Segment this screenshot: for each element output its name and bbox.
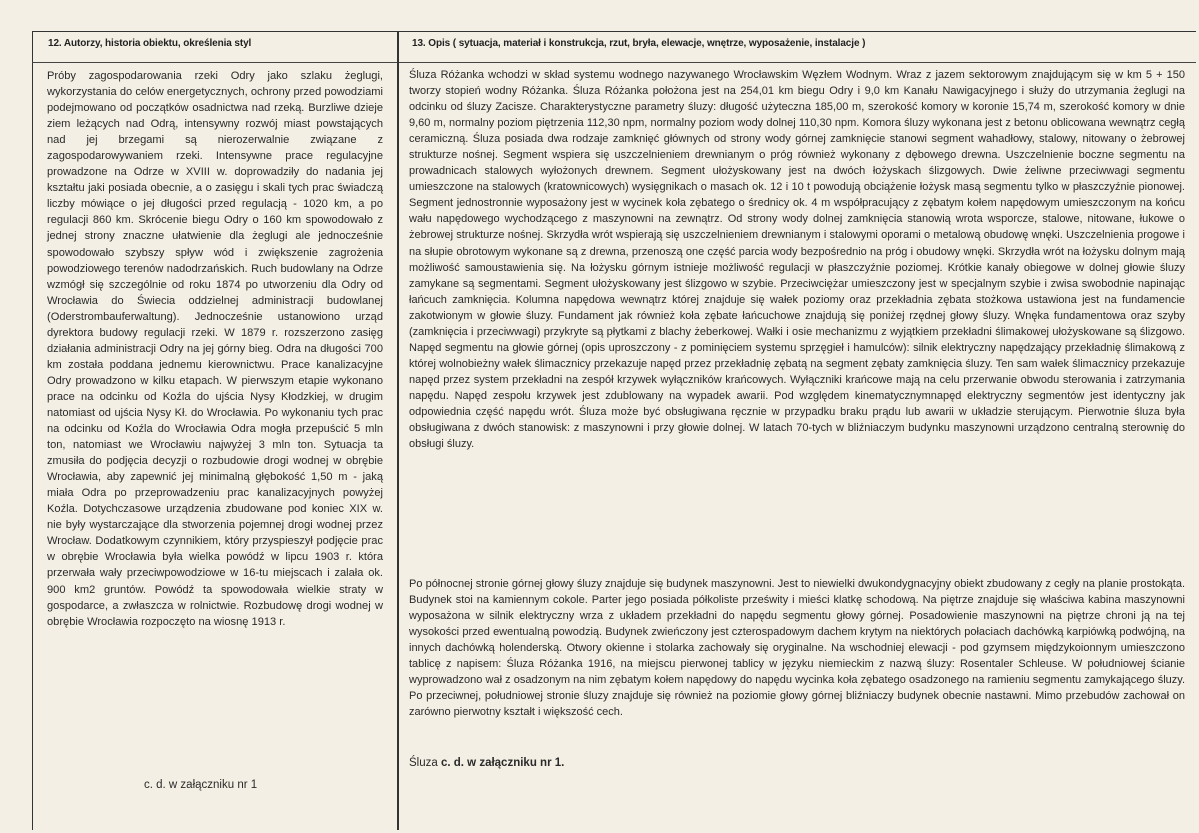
left-column-title: 12. Autorzy, historia obiektu, określenia styl	[48, 38, 252, 49]
description-paragraph-1: Śluza Różanka wchodzi w skład systemu wodnego nazywanego Wrocławskim Węzłem Wodnym. Wraz z jazem sektorowym znajdującym się w km 5 + 150 tworzy stopień wodny Różanka. Śluza Różanka położona jest na 254,01 km biegu Odry i 9,0 km Kanału Nawigacyjnego i służy do utrzymania żeglugi na odcinku od śluzy Zacisze. Charakterystyczne parametry śluzy: długość użyteczna 185,00 m, szerokość komory w koronie 15,74 m, szerokość komory w dnie 9,60 m, normalny poziom piętrzenia 112,30 npm, normalny poziom wody dolnej 110,30 npm. Komora śluzy wykonana jest z betonu oblicowana wewnątrz cegłą ceramiczną. Śluza posiada dwa rodzaje zamknięć głównych od strony wody górnej zamknięcie stanowi segment wahadłowy, stalowy, nitowany o żebrowej strukturze nośnej. Segment wspiera się uszczelnieniem drewnianym o próg również wykonany z dębowego drewna. Uszczelnienie boczne segmentu na prowadnicach stalowych wyłożonych drewnem. Segment ułożyskowany jest na dwóch łożyskach ślizgowych. Dwie żeliwne przeciwwagi segmentu umieszczone na stalowych (kratownicowych) wysięgnikach o masach ok. 12 i 10 t powodują obciążenie łożysk masą segmentu tylko w płaszczyźnie pionowej. Segment jednostronnie wyposażony jest w wycinek koła zębatego o średnicy ok. 4 m współpracujący z zębatym kołem napędowym umieszczonym na końcu wału napędowego wychodzącego z maszynowni na zewnątrz. Od strony wody dolnej zamknięcia stanowią wrota wsporcze, stalowe, nitowane, łukowe o żebrowej strukturze nośnej. Skrzydła wrót wspierają się uszczelnieniem drewnianym i stalowymi oporami o metalową obudowę wnęki. Uszczelnienia progowe i na słupie obrotowym wykonane są z drewna, przenoszą one część parcia wody bezpośrednio na próg i obudowy wnęki. Skrzydła wrót na łożysku dolnym mają możliwość samoustawienia się. Na łożysku górnym istnieje możliwość regulacji w płaszczyźnie poziomej. Krótkie kanały obiegowe w dolnej głowie śluzy zamykane są segmentami. Segment ułożyskowany jest ślizgowo w szybie. Przeciwciężar umieszczony jest w specjalnym szybie i zwisa swobodnie napinając łańcuch zamknięcia. Kolumna napędowa wewnątrz której znajduje się wałek poziomy oraz przekładnia zębata stożkowa ustawiona jest na fundamencie zakotwionym w głowie śluzy. Fundament jak również koła zębate łańcuchowe znajdują się poniżej rzędnej głowy śluzy. Wnęka fundamentowa oraz szyby (zamknięcia i przeciwwagi) przykryte są płytkami z blachy żeberkowej. Wałki i osie mechanizmu z wyjątkiem przekładni ślimakowej ułożyskowane są ślizgowo. Napęd segmentu na głowie górnej (opis uproszczony - z pominięciem systemu sprzęgieł i hamulców): silnik elektryczny napędzający przekładnię ślimakową z której wolnobieżny wałek ślimacznicy przekazuje napęd przez przekładnię zębatą na segment zębaty zamknięcia śluzy. Ten sam wałek ślimacznicy przekazuje napęd przez system przekładni na zespół krzywek wyłączników krańcowych. Wyłączniki krańcowe mają na celu przerwanie obwodu sterowania i zatrzymania napędu. Napęd zespołu krzywek jest zdublowany na wypadek awarii. Pod względem kinematycznymnapęd elektryczny segmentów jest identyczny jak odpowiednia część napędu wrót. Śluza może być obsługiwana ręcznie w przypadku braku prądu lub awarii w układzie sterującym. Pierwotnie śluza była obsługiwana z dwóch stanowisk: z maszynowni i przy głowie dolnej. W latach 70-tych w bliźniaczym budynku maszynowni urządzono centralną sterownię do obsługi śluzy.	[409, 69, 1185, 451]
right-reference-prefix: Śluza	[409, 757, 438, 769]
right-header-rule	[399, 62, 1196, 63]
description-paragraph-2: Po północnej stronie górnej głowy śluzy znajduje się budynek maszynowni. Jest to niewielki dwukondygnacyjny obiekt zbudowany z cegły na planie prostokąta. Budynek stoi na kamiennym cokole. Parter jego posiada półkoliste prześwity i mieści klatkę schodową. Na piętrze znajduje się właściwa kabina maszynowni wyposażona w silnik elektryczny wrza z układem przekładni do napędu segmentu głowy górnej. Posadowienie maszynowni na piętrze chroni ją na tej wysokości przed ewentualną powodzią. Budynek zwieńczony jest czterospadowym dachem krytym na niektórych połaciach dachówką karpiówką podwójną, na innych dachówką holenderską. Otwory okienne i stolarka zachowały się oryginalne. Na wschodniej elewacji - pod gzymsem międzykoionnym umieszczono tablicę z napisem: Śluza Różanka 1916, na miejscu pierwonej tablicy w języku niemieckim z nazwą śluzy: Rosentaler Schleuse. W południowej ścianie wyprowadzono wał z osadzonym na nim zębatym kołem napędowy do napędu wycinka koła zębatego osadzonego na ramieniu segmentu zamykającego śluzy. Po przeciwnej, południowej stronie śluzy znajduje się również na poziomie głowy górnej bliźniaczy budynek obecnie nastawni. Mimo przebudów zachował on zarówno pierwotny kształt i większość cech.	[409, 578, 1185, 719]
column-divider	[397, 31, 399, 830]
left-header-rule	[32, 62, 397, 63]
history-text: Próby zagospodarowania rzeki Odry jako szlaku żeglugi, wykorzystania do celów energetycznych, ochrony przed powodziami podejmowano od początków osadnictwa nad rzeką. Burzliwe dzieje ziem leżących nad Odrą, intensywny rozwój miast powstających nad jej brzegami są nierozerwalnie związane z zagospodarowywaniem rzeki. Intensywne prace regulacyjne prowadzone na Odrze w XVIII w. doprowadziły do nadania jej kształtu jaki posiada obecnie, a o zasięgu i skali tych prac świadczą liczby mówiące o jej długości przed regulacją - 1020 km, a po regulacji 860 km. Skrócenie biegu Odry o 160 km spowodowało z jednej strony znaczne ułatwienie dla żeglugi ale jednocześnie spowodowało szybszy spływ wód i zwiększenie zagrożenia powodziowego terenów nadodrzańskich. Ruch budowlany na Odrze wzmógł się szczególnie od roku 1874 po utworzeniu dla Odry od Wrocławia do Świecia oddzielnej administracji budowlanej (Oderstrombauferwaltung). Jednocześnie ustanowiono urząd dyrektora budowy regulacji rzeki. W 1879 r. rozszerzono zasięg działania administracji Odry na jej górny bieg. Odra na długości 700 km została poddana jednemu kierownictwu. Prace kanalizacyjne Odry prowadzono w kilku etapach. W pierwszym etapie wykonano prace na odcinku od Koźla do ujścia Nysy Kłodzkiej, w drugim natomiast od ujścia Nysy Kł. do Wrocławia. Po wykonaniu tych prac na odcinku od Koźla do Wrocławia Odra mogła przepuścić 5 mln ton, natomiast we Wrocławiu najwyżej 3 mln ton. Sytuacja ta zmusiła do podjęcia decyzji o rozbudowie drogi wodnej w obrębie Wrocławia, aby zapewnić jej minimalną głębokość 1,50 m - jaką miała Odra po przeprowadzeniu prac kanalizacyjnych powyżej Koźla. Dotychczasowe urządzenia zbudowane pod koniec XIX w. nie były wystarczające dla stworzenia pojemnej drogi wodnej przez Wrocław. Dodatkowym czynnikiem, który przyspieszył podjęcie prac w obrębie Wrocławia była wielka powódź w lipcu 1903 r. która przerwała wały przeciwpowodziowe w 16-tu miejscach i zalała ok. 900 km2 gruntów. Powódź ta spowodowała wielkie straty w gospodarce, a zwłaszcza w rolnictwie. Rozbudowę drogi wodnej w obrębie Wrocławia rozpoczęto na wiosnę 1913 r.	[47, 70, 383, 628]
left-attachment-reference: c. d. w załączniku nr 1	[144, 779, 258, 791]
right-attachment-reference	[409, 757, 564, 769]
right-reference-text: c. d. w załączniku nr 1.	[440, 757, 565, 769]
right-column-title: 13. Opis ( sytuacja, materiał i konstrukcja, rzut, bryła, elewacje, wnętrze, wyposażenie, instalacje )	[412, 38, 866, 49]
